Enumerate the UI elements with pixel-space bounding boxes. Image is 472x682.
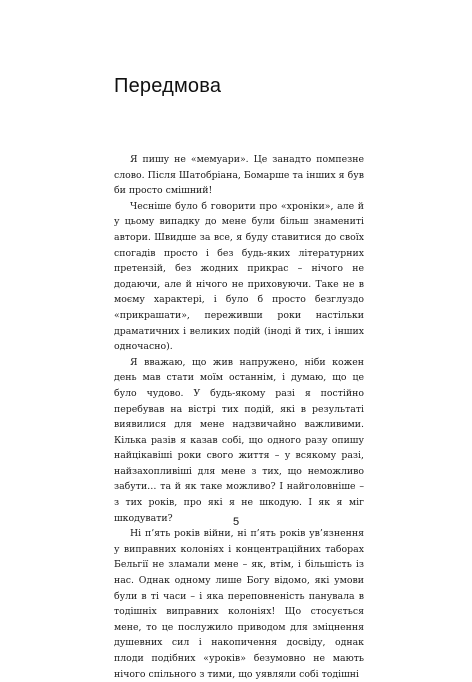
paragraph: Я пишу не «мемуари». Це занадто помпезне слово. Після Шатобріана, Бомарше та інших я був би просто смішний! xyxy=(114,154,364,197)
paragraph: Чесніше було б говорити про «хроніки», але й у цьому випадку до мене були більш знамениті автори. Швидше за все, я буду ставитися до своїх спогадів просто і без будь-яких літературних претензій, без жодних прикрас – нічого не додаючи, але й нічого не приховуючи. Таке не в моєму характері, і було б просто безглуздо «прикрашати», переживши роки настільки драматичних і великих подій (іноді й тих, і інших одночасно). xyxy=(114,200,364,353)
paragraph: Ні п’ять років війни, ні п’ять років ув’язнення у виправних колоніях і концентраційних таборах Бельгії не зламали мене – як, втім, і більшість із нас. Однак одному лише Богу відомо, які умови були в ті часи – і яка переповненість панувала в тодішніх виправних колоніях! Що стосується мене, то це послужило приводом для зміцнення душевних сил і накопичення досвіду, однак плоди подібних «уроків» безумовно не мають нічого спільного з тими, що уявляли собі тодішні xyxy=(114,528,364,680)
paragraph: Я вважаю, що жив напружено, ніби кожен день мав стати моїм останнім, і думаю, що це було чудово. У будь-якому разі я постійно перебував на вістрі тих подій, які в результаті виявилися для мене надзвичайно важливими. Кілька разів я казав собі, що одного разу опишу найцікавіші роки свого життя – у всякому разі, найзахопливіші для мене з тих, що неможливо забути… та й як таке можливо? І найголовніше – з тих років, про які я не шкодую. І як я міг шкодувати? xyxy=(114,356,364,524)
page-number: 5 xyxy=(232,516,240,528)
chapter-title: Передмова xyxy=(114,75,222,97)
body-text xyxy=(114,152,364,682)
